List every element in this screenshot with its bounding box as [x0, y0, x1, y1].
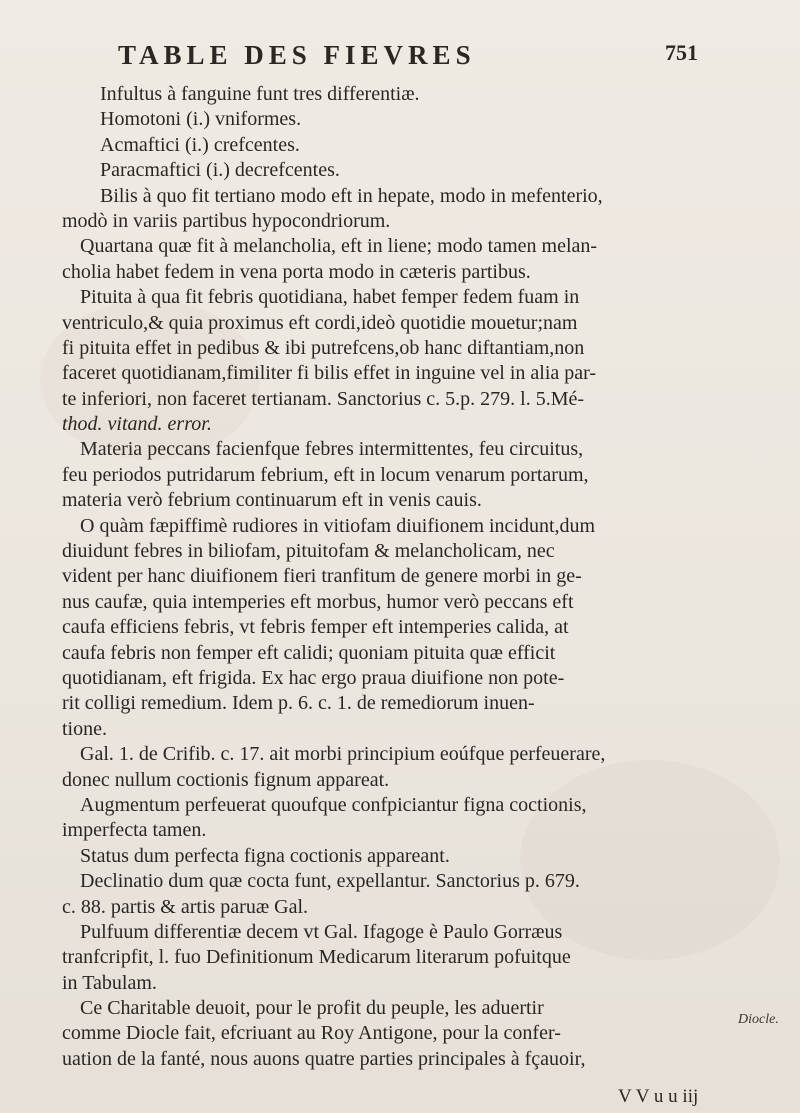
text-line: Homotoni (i.) vniformes.: [100, 108, 302, 131]
text-line: caufa febris non femper eft calidi; quoniam pituita quæ efficit: [62, 641, 556, 664]
text-line: tione.: [62, 717, 107, 740]
text-line: Paracmaftici (i.) decrefcentes.: [100, 159, 340, 182]
text-line: ventriculo,& quia proximus eft cordi,ideò quotidie mouetur;nam: [62, 311, 578, 334]
running-title: TABLE DES FIEVRES: [118, 40, 476, 70]
text-line: Pituita à qua fit febris quotidiana, habet femper fedem fuam in: [80, 286, 580, 309]
text-line: thod. vitand. error.: [62, 413, 212, 436]
text-line: faceret quotidianam,fimiliter fi bilis effet in inguine vel in alia par-: [62, 362, 597, 385]
text-line: Acmaftici (i.) crefcentes.: [100, 133, 300, 156]
text-line: donec nullum coctionis fignum appareat.: [62, 768, 390, 791]
text-line: rit colligi remedium. Idem p. 6. c. 1. de remediorum inuen-: [62, 692, 535, 715]
text-line: caufa efficiens febris, vt febris femper eft intemperies calida, at: [62, 616, 569, 639]
text-line: comme Diocle fait, efcriuant au Roy Antigone, pour la confer-: [62, 1022, 561, 1045]
text-line: c. 88. partis & artis paruæ Gal.: [62, 895, 309, 918]
text-line: Ce Charitable deuoit, pour le profit du peuple, les aduertir: [80, 997, 544, 1020]
text-line: Gal. 1. de Crifib. c. 17. ait morbi principium eoúfque perfeuerare,: [80, 743, 606, 766]
page-number: 751: [665, 40, 698, 65]
text-line: feu periodos putridarum febrium, eft in locum venarum portarum,: [62, 463, 589, 486]
text-line: in Tabulam.: [62, 971, 157, 994]
text-line: Infultus à fanguine funt tres differentiæ.: [100, 83, 420, 105]
text-line: imperfecta tamen.: [62, 819, 207, 842]
text-line: modò in variis partibus hypocondriorum.: [62, 209, 391, 232]
signature-mark: V V u u iij: [618, 1086, 699, 1107]
text-line: fi pituita effet in pedibus & ibi putrefcens,ob hanc diftantiam,non: [62, 336, 585, 359]
text-line: Bilis à quo fit tertiano modo eft in hepate, modo in mefenterio,: [100, 184, 603, 207]
text-line: Augmentum perfeuerat quoufque confpiciantur figna coctionis,: [80, 793, 587, 816]
running-head: [118, 40, 698, 74]
text-line: Status dum perfecta figna coctionis appareant.: [80, 844, 450, 867]
text-line: Pulfuum differentiæ decem vt Gal. Ifagoge è Paulo Gorræus: [80, 920, 563, 943]
text-line: vident per hanc diuifionem fieri tranfitum de genere morbi in ge-: [62, 565, 582, 588]
text-line: Declinatio dum quæ cocta funt, expellantur. Sanctorius p. 679.: [80, 870, 580, 893]
text-line: cholia habet fedem in vena porta modo in cæteris partibus.: [62, 260, 531, 283]
text-line: nus caufæ, quia intemperies eft morbus, humor verò peccans eft: [62, 590, 574, 613]
text-line: Quartana quæ fit à melancholia, eft in liene; modo tamen melan-: [80, 235, 598, 258]
text-line: materia verò febrium continuarum eft in venis cauis.: [62, 489, 482, 512]
text-line: uation de la fanté, nous auons quatre parties principales à fçauoir,: [62, 1047, 586, 1070]
text-line: te inferiori, non faceret tertianam. Sanctorius c. 5.p. 279. l. 5.Mé-: [62, 387, 585, 410]
margin-note: Diocle.: [738, 1012, 779, 1027]
body-text: [62, 82, 728, 1072]
text-line: diuidunt febres in biliofam, pituitofam & melancholicam, nec: [62, 540, 555, 563]
text-line: O quàm fæpiffimè rudiores in vitiofam diuifionem incidunt,dum: [80, 514, 596, 537]
text-line: Materia peccans facienfque febres intermittentes, feu circuitus,: [80, 438, 584, 461]
text-line: quotidianam, eft frigida. Ex hac ergo praua diuifione non pote-: [62, 666, 565, 689]
text-line: tranfcripfit, l. fuo Definitionum Medicarum literarum pofuitque: [62, 946, 571, 969]
